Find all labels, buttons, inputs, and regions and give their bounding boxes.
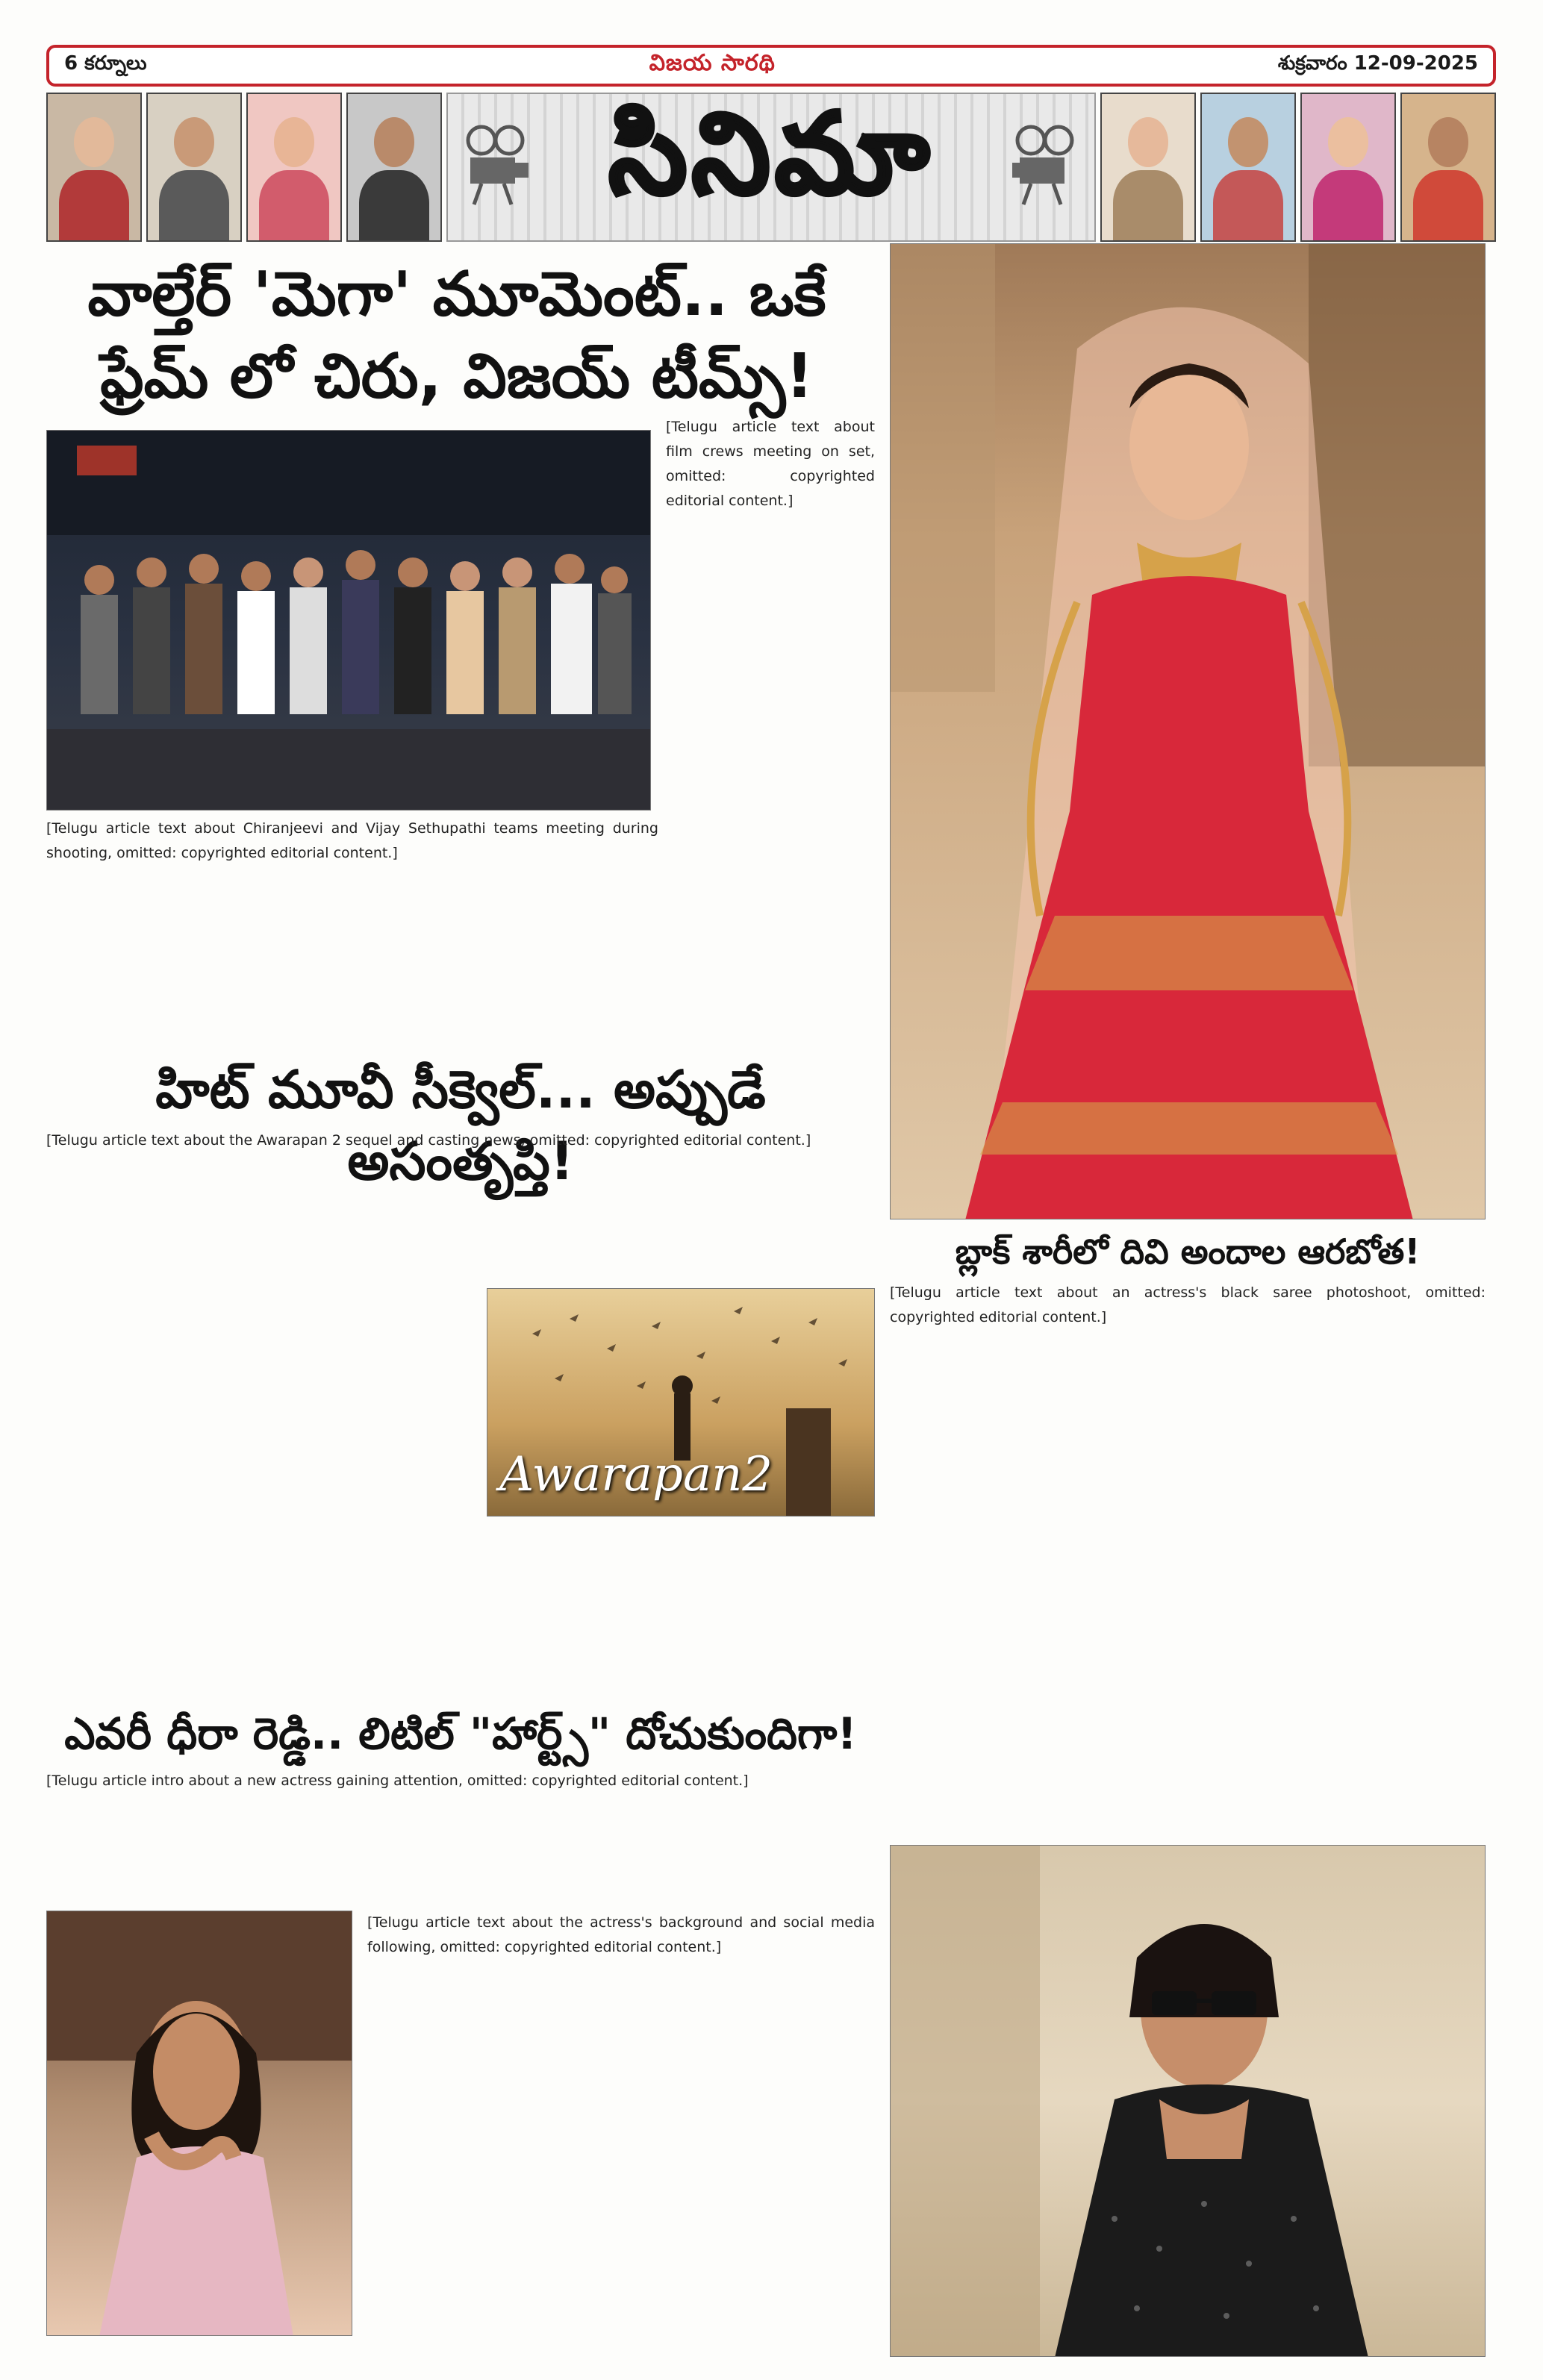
article1-side-column: [Telugu article text about film crews meeting on set, omitted: copyrighted editorial content.]	[666, 419, 875, 509]
poster-title: Awarapan2	[499, 1447, 773, 1502]
masthead	[46, 87, 1496, 242]
cinema-logo	[446, 87, 1096, 242]
article4-headline: బ్లాక్ శారీలో దివి అందాల ఆరబోత!	[955, 1231, 1421, 1272]
actor-thumb-4	[1400, 93, 1496, 242]
article1-headline: వాల్తేర్ 'మెగా' మూమెంట్.. ఒకే ఫ్రేమ్ లో చిరు, విజయ్ టీమ్స్!	[87, 259, 826, 412]
article3-body: [Telugu article text about the actress's background and social media following, omitted: copyrighted editorial content.]	[367, 1914, 875, 1955]
black-saree-photo	[890, 1845, 1486, 2357]
actress-thumb-4	[1300, 93, 1396, 242]
masthead-title: సినిమా	[608, 87, 934, 219]
actress-thumb-3	[1100, 93, 1196, 242]
projector-icon	[1012, 124, 1079, 206]
article3-intro: [Telugu article intro about a new actress gaining attention, omitted: copyrighted editorial content.]	[46, 1772, 749, 1789]
article2-headline: హిట్ మూవీ సీక్వెల్... అప్పుడే అసంతృప్తి!	[155, 1059, 766, 1192]
movie-poster	[487, 1288, 875, 1517]
article1-body: [Telugu article text about Chiranjeevi and Vijay Sethupathi teams meeting during shooting, omitted: copyrighted editorial content.]	[46, 820, 658, 861]
actor-thumb-1	[146, 93, 242, 242]
article3-footer	[46, 2337, 875, 2367]
top-bar	[46, 45, 1496, 87]
actor-thumb-2	[346, 93, 442, 242]
article2-body-top: [Telugu article text about the Awarapan 2 sequel and casting news, omitted: copyrighted editorial content.]	[46, 1132, 811, 1149]
article2-body-side	[46, 1288, 476, 1519]
article4-body: [Telugu article text about an actress's black saree photoshoot, omitted: copyrighted editorial content.]	[890, 1284, 1486, 1325]
projector-icon	[463, 124, 530, 206]
paper-name: విజయ సారథి	[649, 50, 776, 76]
actress-portrait	[46, 1911, 352, 2336]
article2-body-bottom	[46, 1522, 875, 1694]
page-number: 6 కర్నూలు	[64, 52, 147, 75]
actress-thumb-1	[46, 93, 142, 242]
issue-date: శుక్రవారం 12-09-2025	[1277, 52, 1478, 75]
actress-thumb-2	[246, 93, 342, 242]
group-photo	[46, 430, 651, 810]
actor-thumb-3	[1200, 93, 1296, 242]
article3-headline: ఎవరీ ధీరా రెడ్డి.. లిటిల్ "హార్ట్స్" దోచుకుందిగా!	[64, 1708, 857, 1759]
bridal-photo	[890, 243, 1486, 1219]
